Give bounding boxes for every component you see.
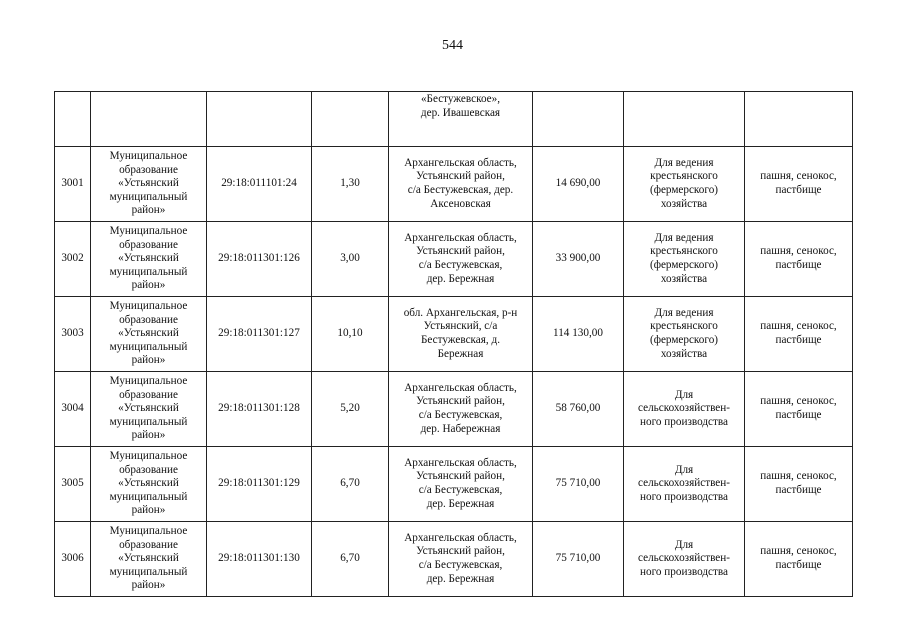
cell-cadastral-number xyxy=(207,92,312,147)
cell-price: 58 760,00 xyxy=(533,372,624,447)
cell-purpose: Для сельскохозяйствен- ного производства xyxy=(624,447,745,522)
cell-id xyxy=(55,92,91,147)
cell-id: 3002 xyxy=(55,222,91,297)
page-number: 544 xyxy=(442,38,463,53)
cell-purpose: Для сельскохозяйствен- ного производства xyxy=(624,522,745,597)
table-row xyxy=(55,522,853,597)
cell-address: обл. Архангельская, р-н Устьянский, с/а Бестужевская, д. Бережная xyxy=(389,297,533,372)
cell-address: Архангельская область, Устьянский район, с/а Бестужевская, дер. Бережная xyxy=(389,222,533,297)
cell-owner: Муниципальное образование «Устьянский муниципальный район» xyxy=(91,297,207,372)
cell-usage: пашня, сенокос, пастбище xyxy=(745,447,853,522)
cell-purpose: Для сельскохозяйствен- ного производства xyxy=(624,372,745,447)
cell-usage: пашня, сенокос, пастбище xyxy=(745,222,853,297)
cell-owner: Муниципальное образование «Устьянский муниципальный район» xyxy=(91,372,207,447)
table-row xyxy=(55,147,853,222)
cell-area: 5,20 xyxy=(312,372,389,447)
cell-price: 75 710,00 xyxy=(533,447,624,522)
table-row xyxy=(55,447,853,522)
table-row xyxy=(55,297,853,372)
cell-usage: пашня, сенокос, пастбище xyxy=(745,522,853,597)
cell-owner: Муниципальное образование «Устьянский муниципальный район» xyxy=(91,147,207,222)
cell-area: 1,30 xyxy=(312,147,389,222)
table-row xyxy=(55,372,853,447)
cell-address: Архангельская область, Устьянский район, с/а Бестужевская, дер. Аксеновская xyxy=(389,147,533,222)
land-registry-table xyxy=(54,91,853,597)
cell-cadastral-number: 29:18:011301:130 xyxy=(207,522,312,597)
cell-owner: Муниципальное образование «Устьянский муниципальный район» xyxy=(91,522,207,597)
cell-price xyxy=(533,92,624,147)
cell-cadastral-number: 29:18:011301:128 xyxy=(207,372,312,447)
cell-usage: пашня, сенокос, пастбище xyxy=(745,297,853,372)
cell-area: 3,00 xyxy=(312,222,389,297)
cell-price: 33 900,00 xyxy=(533,222,624,297)
cell-area xyxy=(312,92,389,147)
cell-id: 3003 xyxy=(55,297,91,372)
cell-price: 75 710,00 xyxy=(533,522,624,597)
cell-id: 3004 xyxy=(55,372,91,447)
cell-purpose xyxy=(624,92,745,147)
cell-cadastral-number: 29:18:011301:126 xyxy=(207,222,312,297)
cell-purpose: Для ведения крестьянского (фермерского) хозяйства xyxy=(624,222,745,297)
cell-address: Архангельская область, Устьянский район, с/а Бестужевская, дер. Бережная xyxy=(389,522,533,597)
cell-area: 6,70 xyxy=(312,522,389,597)
cell-area: 6,70 xyxy=(312,447,389,522)
cell-address: «Бестужевское», дер. Ивашевская xyxy=(389,92,533,147)
cell-cadastral-number: 29:18:011301:127 xyxy=(207,297,312,372)
cell-purpose: Для ведения крестьянского (фермерского) хозяйства xyxy=(624,297,745,372)
cell-owner: Муниципальное образование «Устьянский муниципальный район» xyxy=(91,447,207,522)
cell-address: Архангельская область, Устьянский район, с/а Бестужевская, дер. Набережная xyxy=(389,372,533,447)
cell-price: 114 130,00 xyxy=(533,297,624,372)
cell-usage: пашня, сенокос, пастбище xyxy=(745,147,853,222)
cell-address: Архангельская область, Устьянский район, с/а Бестужевская, дер. Бережная xyxy=(389,447,533,522)
cell-id: 3005 xyxy=(55,447,91,522)
table-row-continuation xyxy=(55,92,853,147)
cell-owner xyxy=(91,92,207,147)
table-row xyxy=(55,222,853,297)
cell-usage: пашня, сенокос, пастбище xyxy=(745,372,853,447)
cell-cadastral-number: 29:18:011101:24 xyxy=(207,147,312,222)
cell-area: 10,10 xyxy=(312,297,389,372)
cell-price: 14 690,00 xyxy=(533,147,624,222)
cell-purpose: Для ведения крестьянского (фермерского) хозяйства xyxy=(624,147,745,222)
cell-cadastral-number: 29:18:011301:129 xyxy=(207,447,312,522)
cell-id: 3006 xyxy=(55,522,91,597)
cell-id: 3001 xyxy=(55,147,91,222)
cell-owner: Муниципальное образование «Устьянский муниципальный район» xyxy=(91,222,207,297)
cell-usage xyxy=(745,92,853,147)
